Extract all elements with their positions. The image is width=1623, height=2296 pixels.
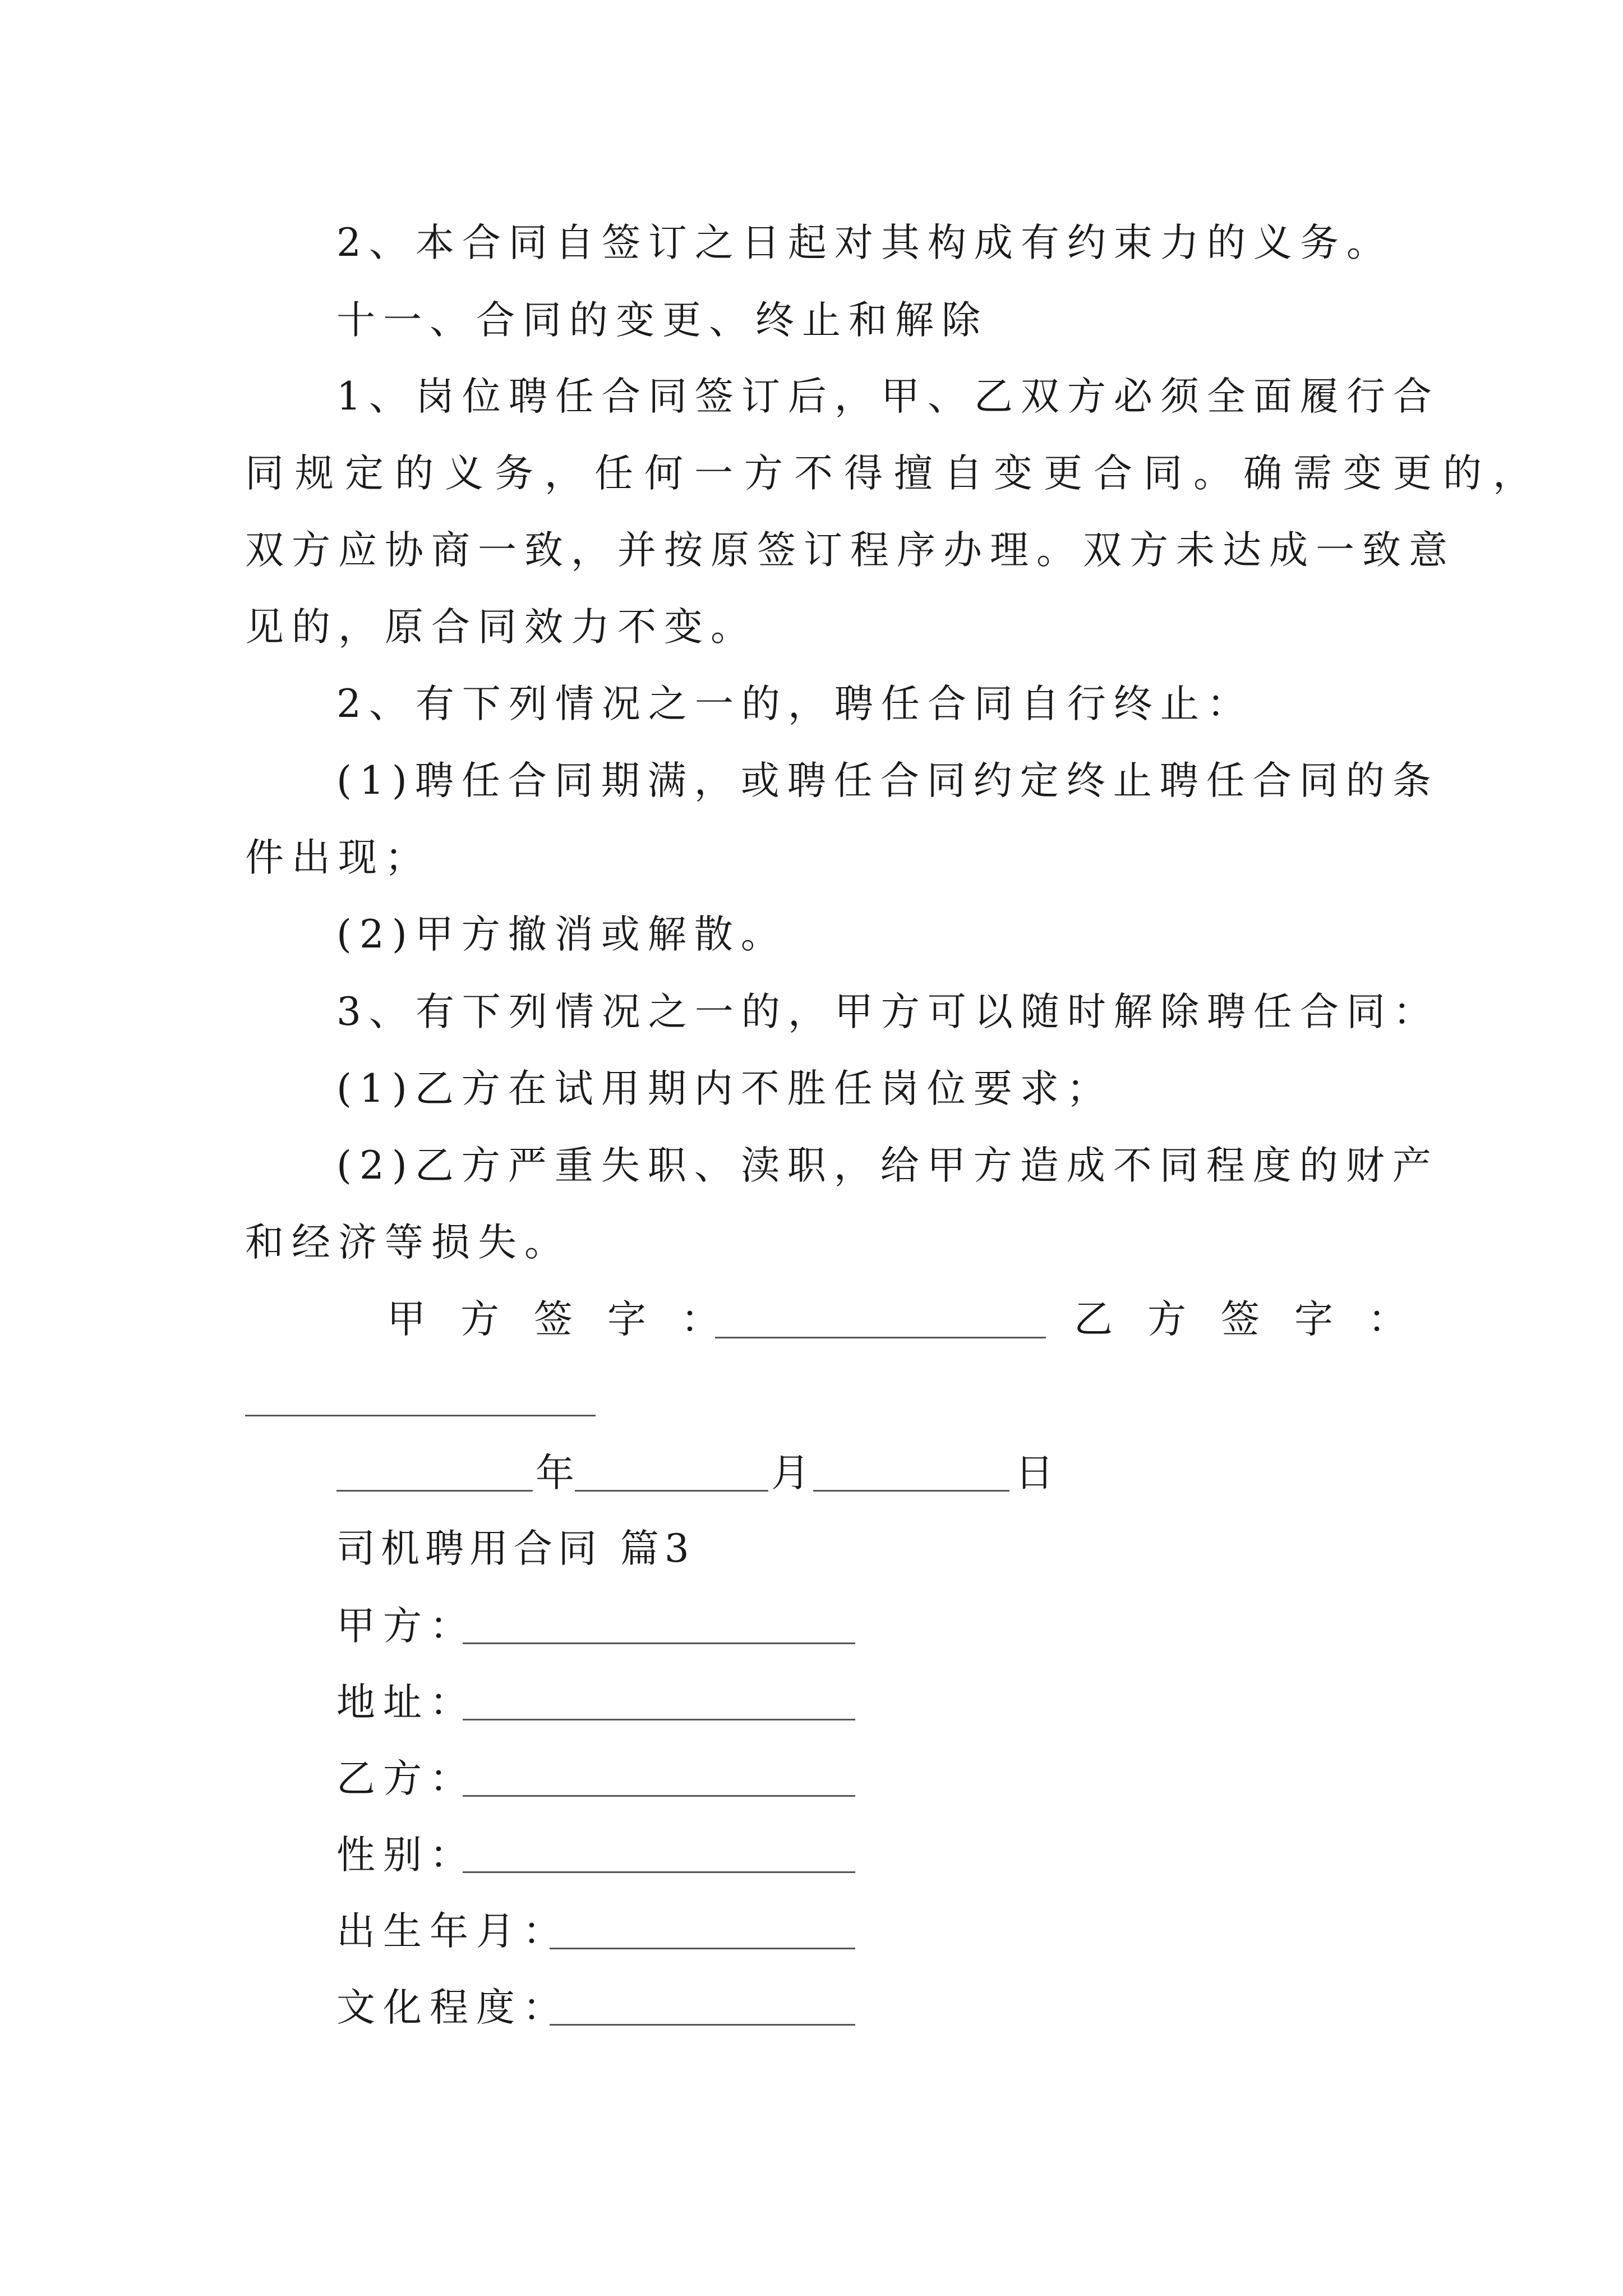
party-b-signature-label: 乙方签字： xyxy=(1074,1297,1441,1342)
section-heading-change-termination: 十一、合同的变更、终止和解除 xyxy=(336,298,988,343)
field-label: 文化程度： xyxy=(336,1985,569,2030)
field-blank xyxy=(463,1691,855,1720)
paragraph-1-line-3: 双方应协商一致，并按原签订程序办理。双方未达成一致意 xyxy=(245,528,1455,573)
paragraph-2-item-1-line-2: 件出现； xyxy=(245,835,431,880)
paragraph-1-line-1: 1、岗位聘任合同签订后，甲、乙双方必须全面履行合 xyxy=(336,374,1440,419)
paragraph-3-item-1: (1)乙方在试用期内不胜任岗位要求； xyxy=(336,1066,1113,1111)
party-a-signature-line xyxy=(715,1309,1046,1338)
paragraph-2-item-2: (2)甲方撤消或解散。 xyxy=(336,912,787,957)
paragraph-2: 2、有下列情况之一的，聘任合同自行终止： xyxy=(336,682,1253,726)
field-blank xyxy=(463,1843,855,1873)
field-label: 性别： xyxy=(336,1833,476,1878)
month-blank xyxy=(575,1462,768,1492)
field-blank xyxy=(550,1920,855,1949)
field-label: 甲方： xyxy=(336,1604,476,1649)
paragraph-3: 3、有下列情况之一的，甲方可以随时解除聘任合同： xyxy=(336,990,1440,1034)
section-title: 司机聘用合同 篇3 xyxy=(336,1526,695,1571)
paragraph-1-line-4: 见的，原合同效力不变。 xyxy=(245,605,757,650)
paragraph-2-item-1-line-1: (1)聘任合同期满，或聘任合同约定终止聘任合同的条 xyxy=(336,758,1439,803)
day-blank xyxy=(813,1462,1009,1492)
paragraph-3-item-2-line-1: (2)乙方严重失职、渎职，给甲方造成不同程度的财产 xyxy=(336,1143,1439,1188)
field-blank xyxy=(550,1996,855,2026)
party-b-signature-line xyxy=(245,1387,596,1416)
party-a-signature-label: 甲方签字： xyxy=(387,1297,754,1342)
paragraph-3-item-2-line-2: 和经济等损失。 xyxy=(245,1220,571,1265)
paragraph-1-line-2: 同规定的义务，任何一方不得擅自变更合同。确需变更的， xyxy=(245,451,1543,496)
month-label: 月 xyxy=(771,1451,818,1496)
day-label: 日 xyxy=(1015,1451,1062,1496)
field-blank xyxy=(463,1767,855,1797)
field-label: 乙方： xyxy=(336,1756,476,1801)
year-blank xyxy=(336,1462,533,1492)
field-blank xyxy=(463,1614,855,1644)
year-label: 年 xyxy=(536,1451,582,1496)
field-label: 地址： xyxy=(336,1680,476,1725)
field-label: 出生年月： xyxy=(336,1909,569,1954)
paragraph-binding-clause: 2、本合同自签订之日起对其构成有约束力的义务。 xyxy=(336,220,1393,265)
